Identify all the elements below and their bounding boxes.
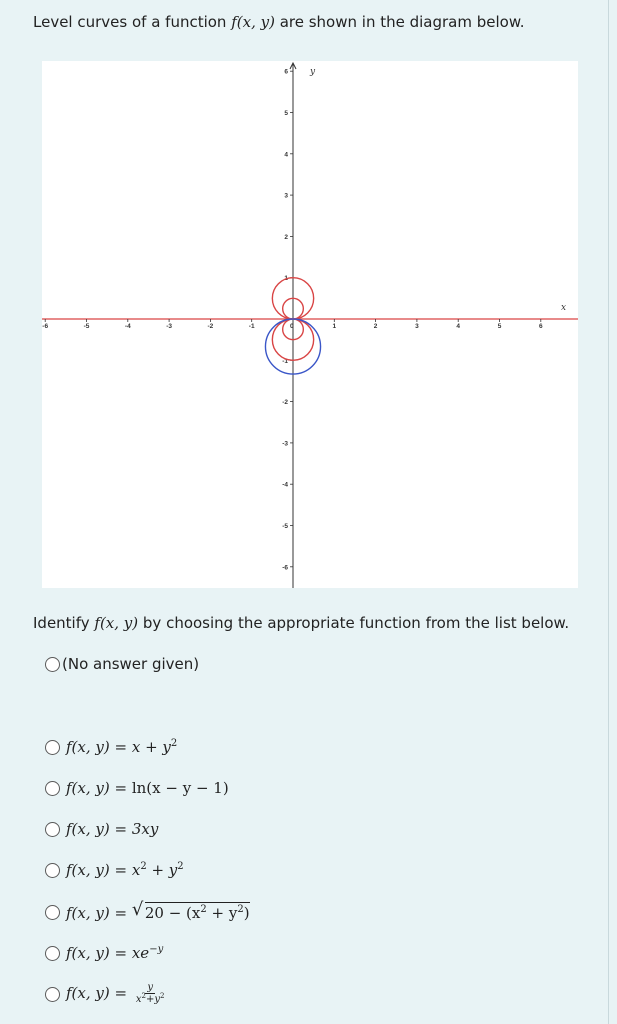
option-label: f(x, $y) = x + y^2$: [66, 738, 178, 756]
intro-text-end: are shown in the diagram below.: [274, 13, 525, 31]
y-tick-label: 3: [284, 192, 288, 200]
x-tick-label: 6: [538, 323, 543, 330]
option-1[interactable]: [45, 735, 177, 759]
y-tick-label: 6: [284, 68, 288, 76]
y-tick-label: 5: [284, 110, 288, 117]
x-tick-label: 5: [497, 323, 502, 330]
intro-function: f(x, y): [231, 13, 275, 31]
option-label: f(x, y) = $\frac{y}{x^2+y^2}$: [66, 982, 165, 1005]
option-label: f(x, $y) = x^2 + y^2$: [66, 861, 184, 879]
x-tick-label: -4: [124, 323, 131, 330]
y-tick-label: -3: [282, 440, 288, 448]
option-no-answer[interactable]: [45, 652, 199, 676]
x-tick-label: -6: [42, 323, 49, 330]
prompt-text-end: by choosing the appropriate function from the list below.: [138, 614, 570, 632]
radio-button[interactable]: [45, 987, 60, 1002]
option-3[interactable]: [45, 817, 158, 841]
y-tick-label: -4: [282, 481, 288, 489]
option-2[interactable]: [45, 776, 229, 800]
x-tick-label: 2: [373, 323, 378, 330]
option-label: f(x, y) = ln(x − y − 1): [66, 779, 229, 797]
radio-button[interactable]: [45, 657, 60, 672]
radio-button[interactable]: [45, 863, 60, 878]
square-root: √ $20 - (x^2 + y^2)$: [131, 899, 250, 922]
option-5[interactable]: [45, 900, 250, 924]
intro-text-start: Level curves of a function: [33, 13, 232, 31]
y-tick-label: 2: [284, 233, 288, 241]
y-tick-label: 1: [284, 275, 288, 283]
radio-button[interactable]: [45, 781, 60, 796]
x-tick-label: 1: [332, 323, 337, 330]
graph-svg: [42, 61, 578, 588]
origin-label: 0: [290, 323, 294, 330]
radio-button[interactable]: [45, 905, 60, 920]
prompt-function: f(x, y): [94, 614, 139, 632]
x-tick-label: -1: [248, 323, 255, 330]
prompt-text-start: Identify: [33, 614, 95, 632]
y-tick-label: -1: [282, 357, 288, 365]
option-label: f(x, $y) = xe^{-y}$: [66, 944, 164, 962]
option-4[interactable]: [45, 858, 184, 882]
x-tick-label: -5: [83, 323, 90, 330]
radio-button[interactable]: [45, 946, 60, 961]
level-curves-graph: [42, 61, 578, 588]
x-tick-label: -2: [207, 323, 214, 330]
radio-button[interactable]: [45, 822, 60, 837]
y-tick-label: -5: [282, 523, 288, 530]
option-label: (No answer given): [62, 655, 200, 673]
option-7[interactable]: [45, 982, 164, 1006]
x-tick-label: 3: [415, 323, 419, 330]
fraction: $\frac{y}{x^2+y^2}$: [135, 982, 165, 1005]
y-tick-label: -2: [282, 399, 288, 407]
option-label: f(x, y) = 3xy: [66, 820, 159, 838]
y-tick-label: -6: [282, 564, 288, 572]
x-axis-label: x: [561, 303, 567, 313]
radio-button[interactable]: [45, 740, 60, 755]
question-prompt: [33, 613, 569, 633]
option-6[interactable]: [45, 941, 163, 965]
y-tick-label: 4: [284, 151, 288, 159]
question-intro: [33, 12, 525, 32]
x-tick-label: -3: [166, 323, 172, 330]
y-axis-label: y: [310, 67, 316, 77]
option-label: f(x, y) = √ $20 - (x^2 + y^2)$: [66, 899, 250, 922]
x-tick-label: 4: [456, 323, 461, 330]
